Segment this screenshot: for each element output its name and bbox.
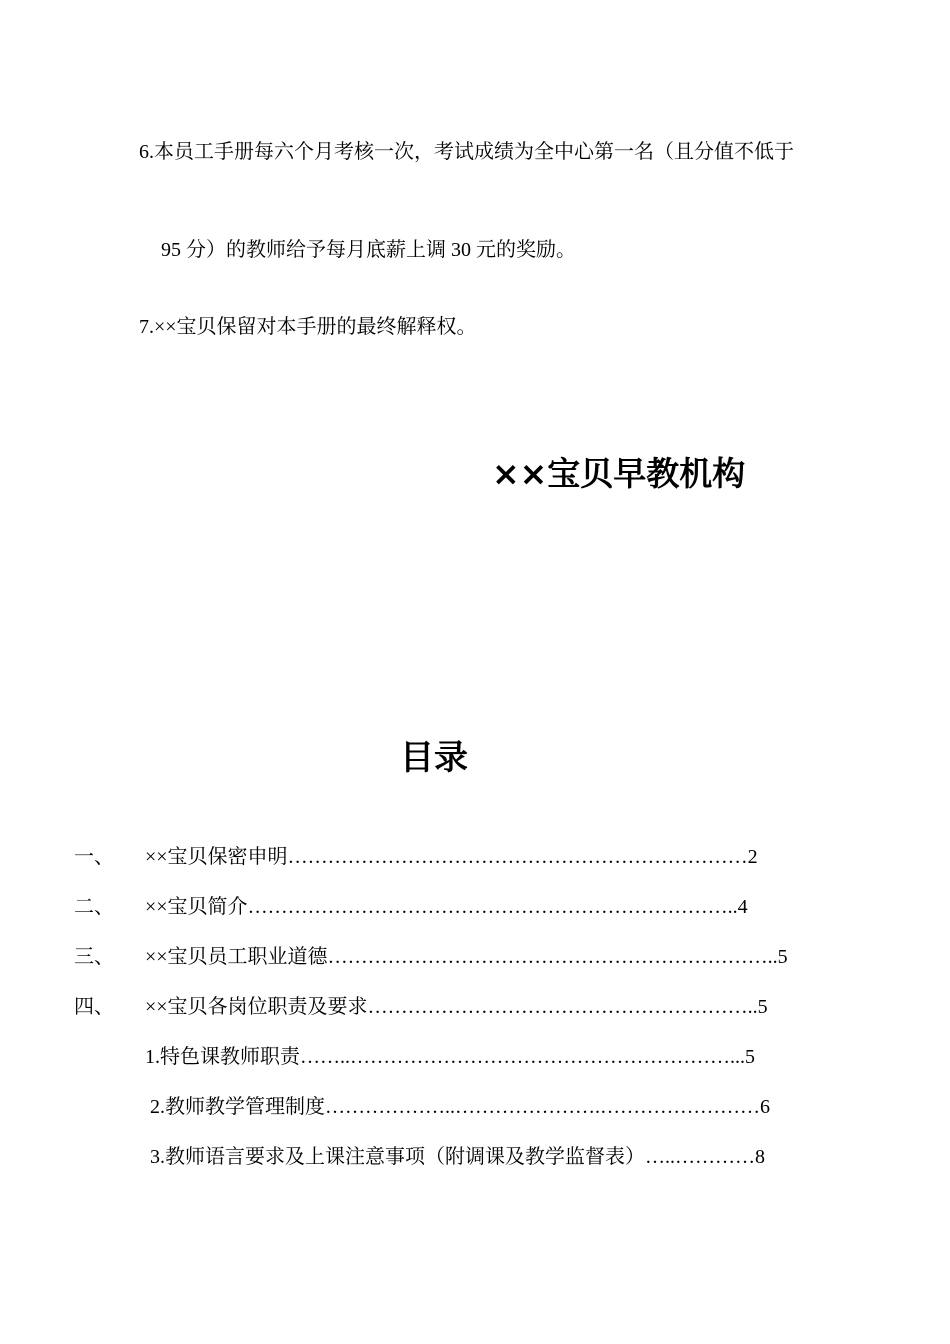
toc-item-text — [145, 945, 788, 969]
toc-item-title: ××宝贝简介 — [145, 896, 248, 918]
toc-item-number: 二、 — [74, 896, 114, 918]
toc-subitem-title: 3.教师语言要求及上课注意事项（附调课及教学监督表） — [150, 1146, 645, 1168]
toc-item-page: 2 — [747, 846, 758, 868]
toc-subitem-leader: …..………… — [645, 1146, 755, 1168]
toc-item-text — [145, 895, 748, 919]
toc-item-text — [145, 995, 768, 1019]
toc-subitem[interactable] — [150, 1095, 770, 1119]
toc-subitem-title: 1.特色课教师职责 — [145, 1046, 300, 1068]
toc-item-number: 四、 — [74, 996, 114, 1018]
toc-subitem-page: 8 — [755, 1146, 765, 1168]
toc-subitem[interactable] — [150, 1145, 765, 1169]
toc-item-number: 一、 — [74, 846, 114, 868]
toc-item-number: 三、 — [74, 946, 114, 968]
toc-item-page: .5 — [752, 996, 768, 1018]
toc-item-leader: ………………………………………………………….. — [327, 946, 778, 968]
toc-subitem-leader: ……..…………………………………………………... — [300, 1046, 745, 1068]
toc-item-leader: …………………………………………………. — [367, 996, 753, 1018]
organization-name: ××宝贝早教机构 — [492, 454, 746, 493]
toc-item-title: ××宝贝员工职业道德 — [145, 946, 328, 968]
toc-item-text — [145, 845, 758, 869]
toc-subitem-leader: ………………..………………….…………………… — [325, 1096, 760, 1118]
toc-item-page: 4 — [737, 896, 748, 918]
toc-item-leader: …………………………………………………………… — [287, 846, 748, 868]
toc-item-leader: ……………………………………………………………….. — [247, 896, 738, 918]
toc-title: 目录 — [400, 738, 468, 778]
toc-subitem-page: 5 — [745, 1046, 755, 1068]
toc-subitem-title: 2.教师教学管理制度 — [150, 1096, 325, 1118]
toc-item-title: ××宝贝各岗位职责及要求 — [145, 996, 368, 1018]
rule-6-line-2: 95 分）的教师给予每月底薪上调 30 元的奖励。 — [161, 239, 576, 261]
toc-item-page: 5 — [777, 946, 788, 968]
rule-6-line-1: 6.本员工手册每六个月考核一次，考试成绩为全中心第一名（且分值不低于 — [139, 141, 794, 163]
rule-7: 7.××宝贝保留对本手册的最终解释权。 — [139, 316, 477, 338]
toc-subitem-page: 6 — [760, 1096, 770, 1118]
toc-item-title: ××宝贝保密申明 — [145, 846, 288, 868]
toc-subitem[interactable] — [145, 1045, 755, 1069]
